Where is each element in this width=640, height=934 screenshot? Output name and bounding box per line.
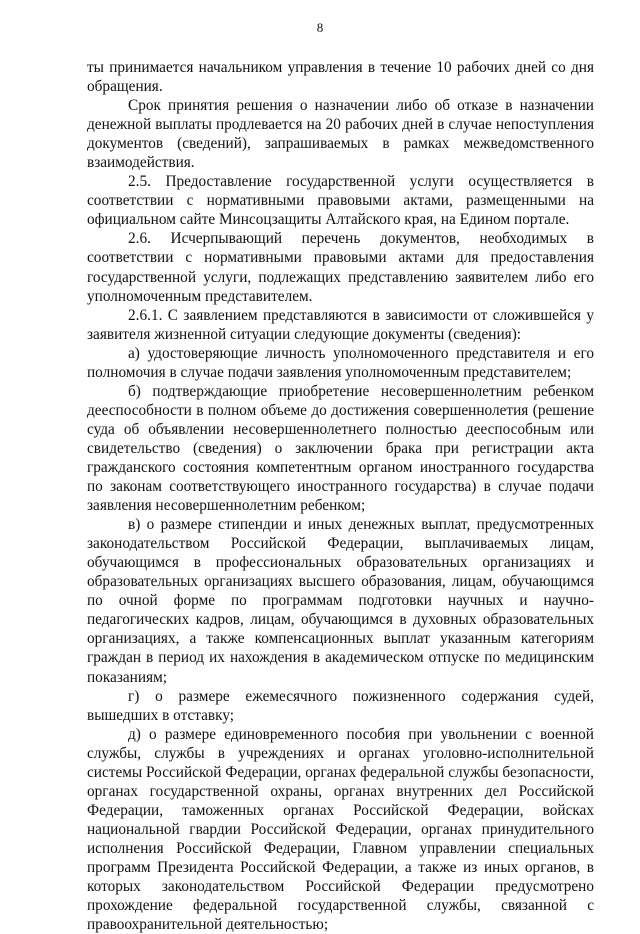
page-number: 8: [316, 20, 324, 35]
paragraph-2-6-1: 2.6.1. С заявлением представляются в зависимости от сложившейся у заявителя жизненной ситуации следующие документы (сведения):: [87, 306, 594, 343]
list-item-d: д) о размере единовременного пособия при увольнении с военной службы, службы в учреждениях и органах уголовно-исполнительной системы Российской Федерации, органах федеральной службы безопасности, органах государственной охраны, органах внутренних дел Российской Федерации, таможенных органах Российской Федерации, войсках национальной гвардии Российской Федерации, органах принудительного исполнения Российской Федерации, Главном управлении специальных программ Президента Российской Федерации, а также из иных органов, в которых законодательством Российской Федерации предусмотрено прохождение федеральной государственной службы, связанной с правоохранительной деятельностью;: [87, 725, 594, 934]
paragraph-continuation: ты принимается начальником управления в течение 10 рабочих дней со дня обращения.: [87, 59, 594, 96]
paragraph-2-5: 2.5. Предоставление государственной услуги осуществляется в соответствии с нормативными правовыми актами, размещенными на официальном сайте Минсоцзащиты Алтайского края, на Едином портале.: [87, 173, 594, 229]
paragraph-2-6: 2.6. Исчерпывающий перечень документов, необходимых в соответствии с нормативными правовыми актами для предоставления государственной услуги, подлежащих представлению заявителем либо его уполномоченным представителем.: [87, 230, 594, 305]
list-item-a: а) удостоверяющие личность уполномоченного представителя и его полномочия в случае подачи заявления уполномоченным представителем;: [87, 344, 594, 381]
list-item-b: б) подтверждающие приобретение несовершеннолетним ребенком дееспособности в полном объеме до достижения совершеннолетия (решение суда об объявлении несовершеннолетнего полностью дееспособным или свидетельство (сведения) о заключении брака при регистрации акта гражданского состояния компетентным органом иностранного государства по законам соответствующего иностранного государства) в случае подачи заявления несовершеннолетним ребенком;: [87, 382, 594, 515]
paragraph-decision-deadline: Срок принятия решения о назначении либо об отказе в назначении денежной выплаты продлевается на 20 рабочих дней в случае непоступления документов (сведений), запрашиваемых в рамках межведомственного взаимодействия.: [87, 97, 594, 172]
list-item-g: г) о размере ежемесячного пожизненного содержания судей, вышедших в отставку;: [87, 687, 594, 724]
document-body: [87, 58, 594, 934]
list-item-v: в) о размере стипендии и иных денежных выплат, предусмотренных законодательством Российской Федерации, выплачиваемых лицам, обучающимся в профессиональных образовательных организациях и образовательных организациях высшего образования, лицам, обучающимся по очной форме по программам подготовки научных и научно-педагогических кадров, лицам, обучающимся в духовных образовательных организациях, а также компенсационных выплат указанным категориям граждан в период их нахождения в академическом отпуске по медицинским показаниям;: [87, 516, 594, 686]
